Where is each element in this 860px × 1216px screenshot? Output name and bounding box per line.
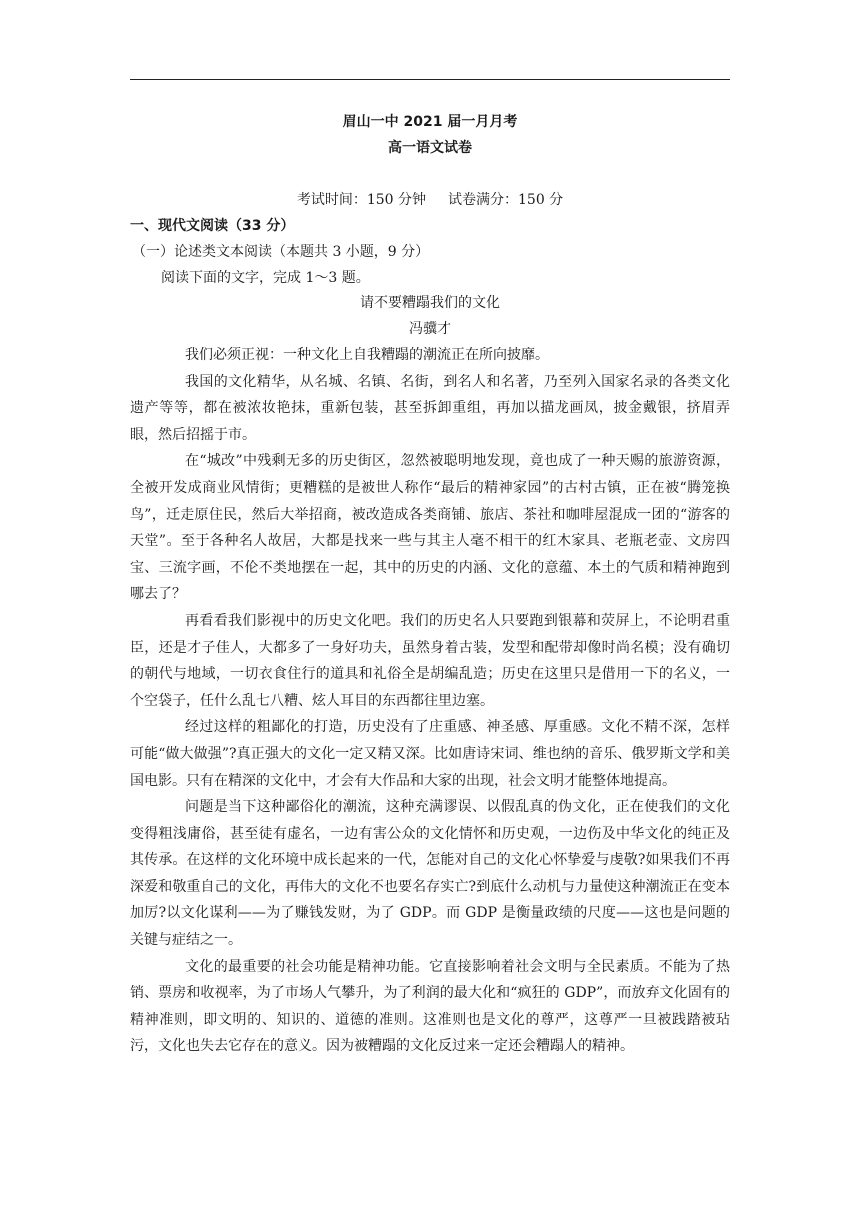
article-body	[130, 342, 730, 1060]
section-subheading: （一）论述类文本阅读（本题共 3 小题，9 分）	[132, 244, 430, 260]
paragraph: 我们必须正视：一种文化上自我糟蹋的潮流正在所向披靡。	[185, 347, 549, 363]
reading-instruction: 阅读下面的文字，完成 1～3 题。	[161, 270, 370, 286]
exam-time: 考试时间：150 分钟	[296, 192, 426, 208]
exam-info	[0, 189, 860, 209]
paragraph: 我国的文化精华，从名城、名镇、名街，到名人和名著，乃至列入国家名录的各类文化遗产等等，都在被浓妆艳抹，重新包装，甚至拆卸重组，再加以描龙画凤，披金戴银，挤眉弄眼，然后招摇于市。	[130, 373, 730, 443]
paragraph: 经过这样的粗鄙化的打造，历史没有了庄重感、神圣感、厚重感。文化不精不深，怎样可能“做大做强”?真正强大的文化一定又精又深。比如唐诗宋词、维也纳的音乐、俄罗斯文学和美国电影。只有在精深的文化中，才会有大作品和大家的出现，社会文明才能整体地提高。	[130, 719, 730, 789]
exam-title: 眉山一中 2021 届一月月考	[342, 114, 518, 130]
section-heading: 一、现代文阅读（33 分）	[130, 218, 295, 234]
article-author: 冯骥才	[409, 321, 451, 337]
paragraph: 文化的最重要的社会功能是精神功能。它直接影响着社会文明与全民素质。不能为了热销、票房和收视率，为了市场人气攀升，为了利润的最大化和“疯狂的 GDP”，而放弃文化固有的精神准则，即文明的、知识的、道德的准则。这准则也是文化的尊严，这尊严一旦被践踏被玷污，文化也失去它存在的意义。因为被糟蹋的文化反过来一定还会糟蹋人的精神。	[130, 958, 730, 1055]
paragraph: 再看看我们影视中的历史文化吧。我们的历史名人只要跑到银幕和荧屏上，不论明君重臣，还是才子佳人，大都多了一身好功夫，虽然身着古装，发型和配带却像时尚名模；没有确切的朝代与地域，一切衣食住行的道具和礼俗全是胡编乱造；历史在这里只是借用一下的名义，一个空袋子，任什么乱七八糟、炫人耳目的东西都往里边塞。	[130, 612, 730, 709]
article-title: 请不要糟蹋我们的文化	[360, 295, 500, 311]
full-score: 试卷满分：150 分	[448, 192, 564, 208]
header-rule	[130, 79, 730, 80]
paragraph: 在“城改”中残剩无多的历史街区，忽然被聪明地发现，竟也成了一种天赐的旅游资源，全被开发成商业风情街；更糟糕的是被世人称作“最后的精神家园”的古村古镇，正在被“腾笼换鸟”，迁走原住民，然后大举招商，被改造成各类商铺、旅店、茶社和咖啡屋混成一团的“游客的天堂”。至于各种名人故居，大都是找来一些与其主人毫不相干的红木家具、老瓶老壶、文房四宝、三流字画，不伦不类地摆在一起，其中的历史的内涵、文化的意蕴、本土的气质和精神跑到哪去了？	[130, 453, 730, 603]
paper-subtitle: 高一语文试卷	[388, 140, 472, 156]
paragraph: 问题是当下这种鄙俗化的潮流，这种充满谬误、以假乱真的伪文化，正在使我们的文化变得粗浅庸俗，甚至徒有虚名，一边有害公众的文化情怀和历史观，一边伤及中华文化的纯正及其传承。在这样的文化环境中成长起来的一代，怎能对自己的文化心怀挚爱与虔敬?如果我们不再深爱和敬重自己的文化，再伟大的文化不也要名存实亡?到底什么动机与力量使这种潮流正在变本加厉?以文化谋利——为了赚钱发财，为了 GDP。而 GDP 是衡量政绩的尺度——这也是问题的关键与症结之一。	[130, 799, 730, 949]
